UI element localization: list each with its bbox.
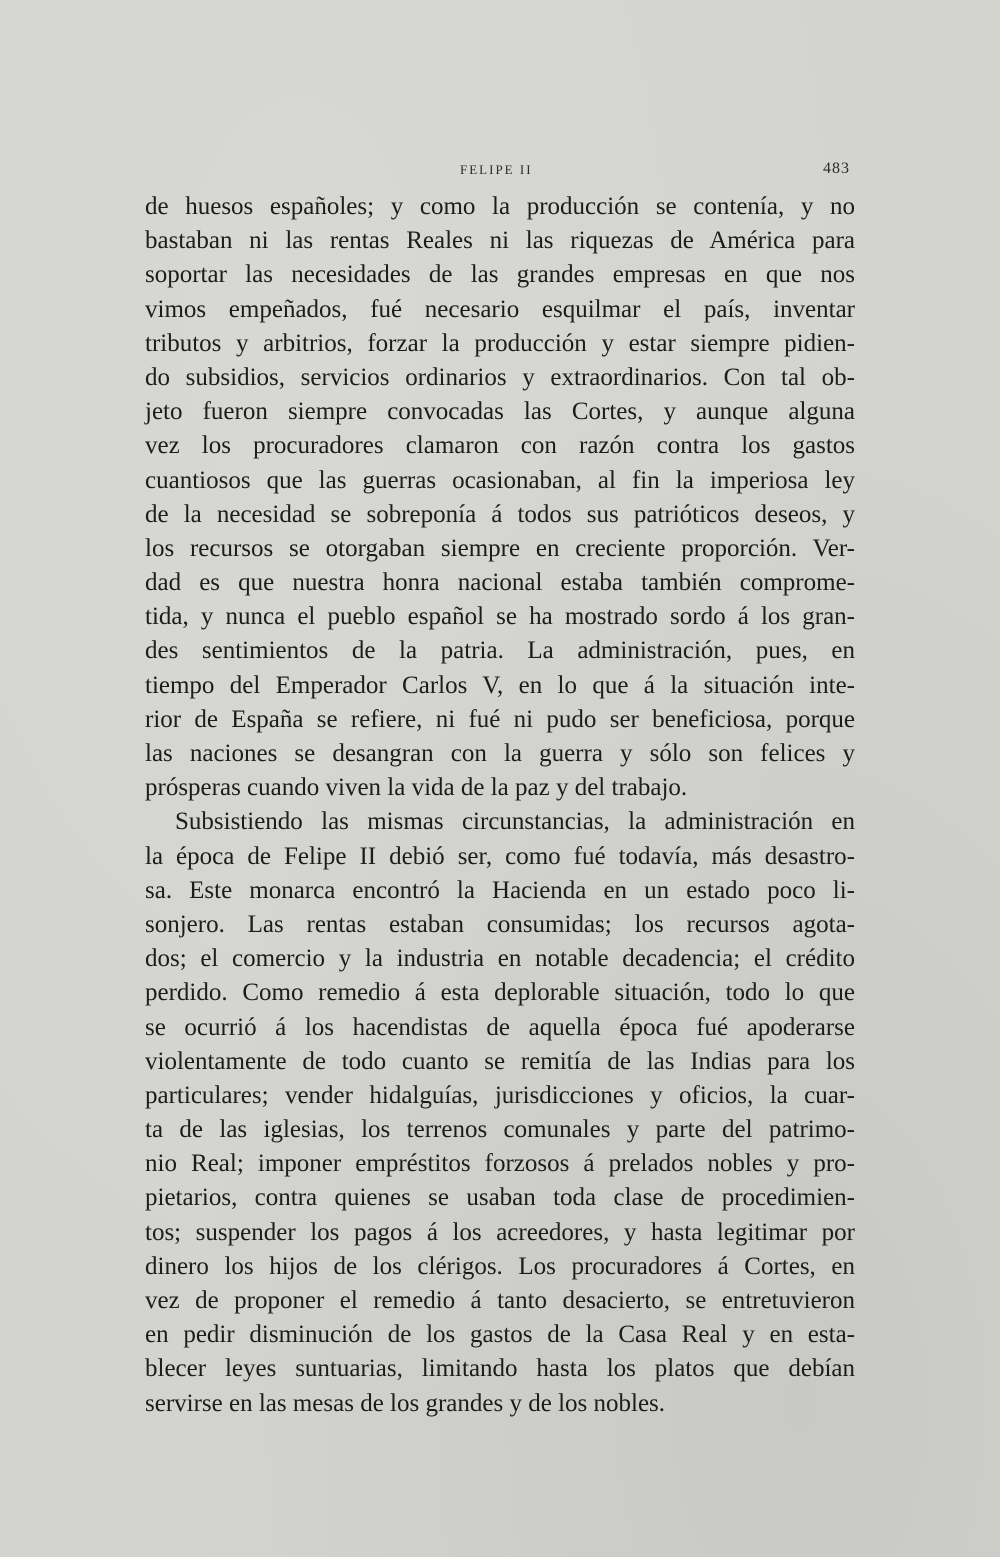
text-line: violentamente de todo cuanto se remitía de las Indias para los [145, 1047, 855, 1075]
text-line: ta de las iglesias, los terrenos comunales y parte del patrimo- [145, 1116, 855, 1144]
text-line: cuantiosos que las guerras ocasionaban, al fin la imperiosa ley [145, 466, 855, 494]
text-line: particulares; vender hidalguías, jurisdicciones y oficios, la cuar- [145, 1081, 855, 1109]
text-line: sa. Este monarca encontró la Hacienda en un estado poco li- [145, 876, 855, 904]
text-line: la época de Felipe II debió ser, como fué todavía, más desastro- [145, 842, 855, 870]
paragraph-end-line: prósperas cuando viven la vida de la paz y del trabajo. [145, 774, 688, 802]
text-line: des sentimientos de la patria. La administración, pues, en [145, 637, 855, 665]
text-line: tributos y arbitrios, forzar la producción y estar siempre pidien- [145, 329, 855, 357]
text-line: pietarios, contra quienes se usaban toda clase de procedimien- [145, 1184, 855, 1212]
page-number: 483 [823, 160, 850, 177]
text-line: tida, y nunca el pueblo español se ha mostrado sordo á los gran- [145, 603, 855, 631]
running-title: FELIPE II [460, 162, 533, 177]
text-line: perdido. Como remedio á esta deplorable situación, todo lo que [145, 979, 855, 1007]
running-head [160, 162, 850, 186]
text-line: sonjero. Las rentas estaban consumidas; los recursos agota- [145, 910, 855, 938]
text-line: soportar las necesidades de las grandes empresas en que nos [145, 261, 855, 289]
text-line: dad es que nuestra honra nacional estaba también comprome- [145, 569, 855, 597]
text-line: vez de proponer el remedio á tanto desacierto, se entretuvieron [145, 1287, 855, 1314]
text-line: do subsidios, servicios ordinarios y extraordinarios. Con tal ob- [145, 363, 855, 391]
paragraph-first-line: Subsistiendo las mismas circunstancias, la administración en [175, 808, 855, 836]
text-line: de la necesidad se sobreponía á todos sus patrióticos deseos, y [145, 500, 855, 528]
text-line: tos; suspender los pagos á los acreedores, y hasta legitimar por [145, 1218, 855, 1246]
text-line: vimos empeñados, fué necesario esquilmar el país, inventar [145, 295, 855, 323]
text-line: se ocurrió á los hacendistas de aquella época fué apoderarse [145, 1013, 855, 1041]
text-line: dos; el comercio y la industria en notable decadencia; el crédito [145, 945, 855, 973]
text-line: tiempo del Emperador Carlos V, en lo que á la situación inte- [145, 671, 855, 699]
text-line: las naciones se desangran con la guerra y sólo son felices y [145, 740, 855, 767]
text-line: los recursos se otorgaban siempre en creciente proporción. Ver- [145, 534, 855, 562]
paragraph-end-line: servirse en las mesas de los grandes y de los nobles. [145, 1389, 666, 1417]
text-line: en pedir disminución de los gastos de la Casa Real y en esta- [145, 1321, 855, 1349]
text-line: de huesos españoles; y como la producción se contenía, y no [145, 193, 855, 220]
text-line: bastaban ni las rentas Reales ni las riquezas de América para [145, 227, 855, 255]
text-line: vez los procuradores clamaron con razón contra los gastos [145, 432, 855, 460]
body-text [145, 190, 855, 1421]
text-line: nio Real; imponer empréstitos forzosos á prelados nobles y pro- [145, 1150, 855, 1178]
text-line: jeto fueron siempre convocadas las Cortes, y aunque alguna [145, 398, 855, 426]
text-line: rior de España se refiere, ni fué ni pudo ser beneficiosa, porque [145, 705, 855, 733]
text-line: blecer leyes suntuarias, limitando hasta los platos que debían [145, 1355, 855, 1383]
text-line: dinero los hijos de los clérigos. Los procuradores á Cortes, en [145, 1252, 855, 1280]
